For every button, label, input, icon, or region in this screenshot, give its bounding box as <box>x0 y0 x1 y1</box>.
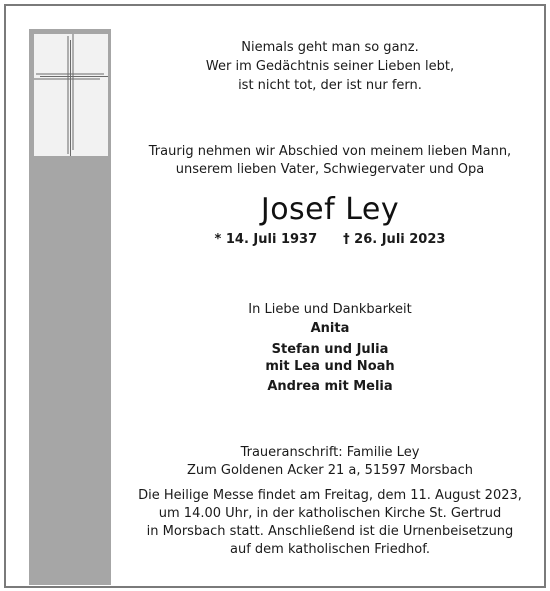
mourner-name: Stefan und Julia <box>271 342 389 357</box>
address-line: Zum Goldenen Acker 21 a, 51597 Morsbach <box>186 463 474 478</box>
service-line: auf dem katholischen Friedhof. <box>230 542 430 557</box>
mourners-heading: In Liebe und Dankbarkeit <box>248 302 412 317</box>
intro-line: unserem lieben Vater, Schwiegervater und Opa <box>175 162 485 177</box>
mourner-name: Andrea mit Melia <box>267 379 393 394</box>
service-line: in Morsbach statt. Anschließend ist die Urnenbeisetzung <box>146 524 514 539</box>
service-line: Die Heilige Messe findet am Freitag, dem 11. August 2023, <box>138 488 522 503</box>
poem-line: ist nicht tot, der ist nur fern. <box>238 78 422 93</box>
life-dates <box>116 232 544 247</box>
mourner-name: Anita <box>310 321 350 336</box>
cross-icon <box>34 34 108 156</box>
poem-line: Niemals geht man so ganz. <box>241 40 419 55</box>
mourner-name: mit Lea und Noah <box>265 359 395 374</box>
death-date: † 26. Juli 2023 <box>343 232 446 247</box>
service-line: um 14.00 Uhr, in der katholischen Kirche St. Gertrud <box>158 506 502 521</box>
deceased-name: Josef Ley <box>260 192 400 227</box>
birth-date: * 14. Juli 1937 <box>214 232 318 247</box>
poem-line: Wer im Gedächtnis seiner Lieben lebt, <box>205 59 455 74</box>
address-line: Traueranschrift: Familie Ley <box>240 445 420 460</box>
cross-panel <box>34 34 108 156</box>
intro-line: Traurig nehmen wir Abschied von meinem lieben Mann, <box>148 144 512 159</box>
notice-content <box>116 0 544 591</box>
